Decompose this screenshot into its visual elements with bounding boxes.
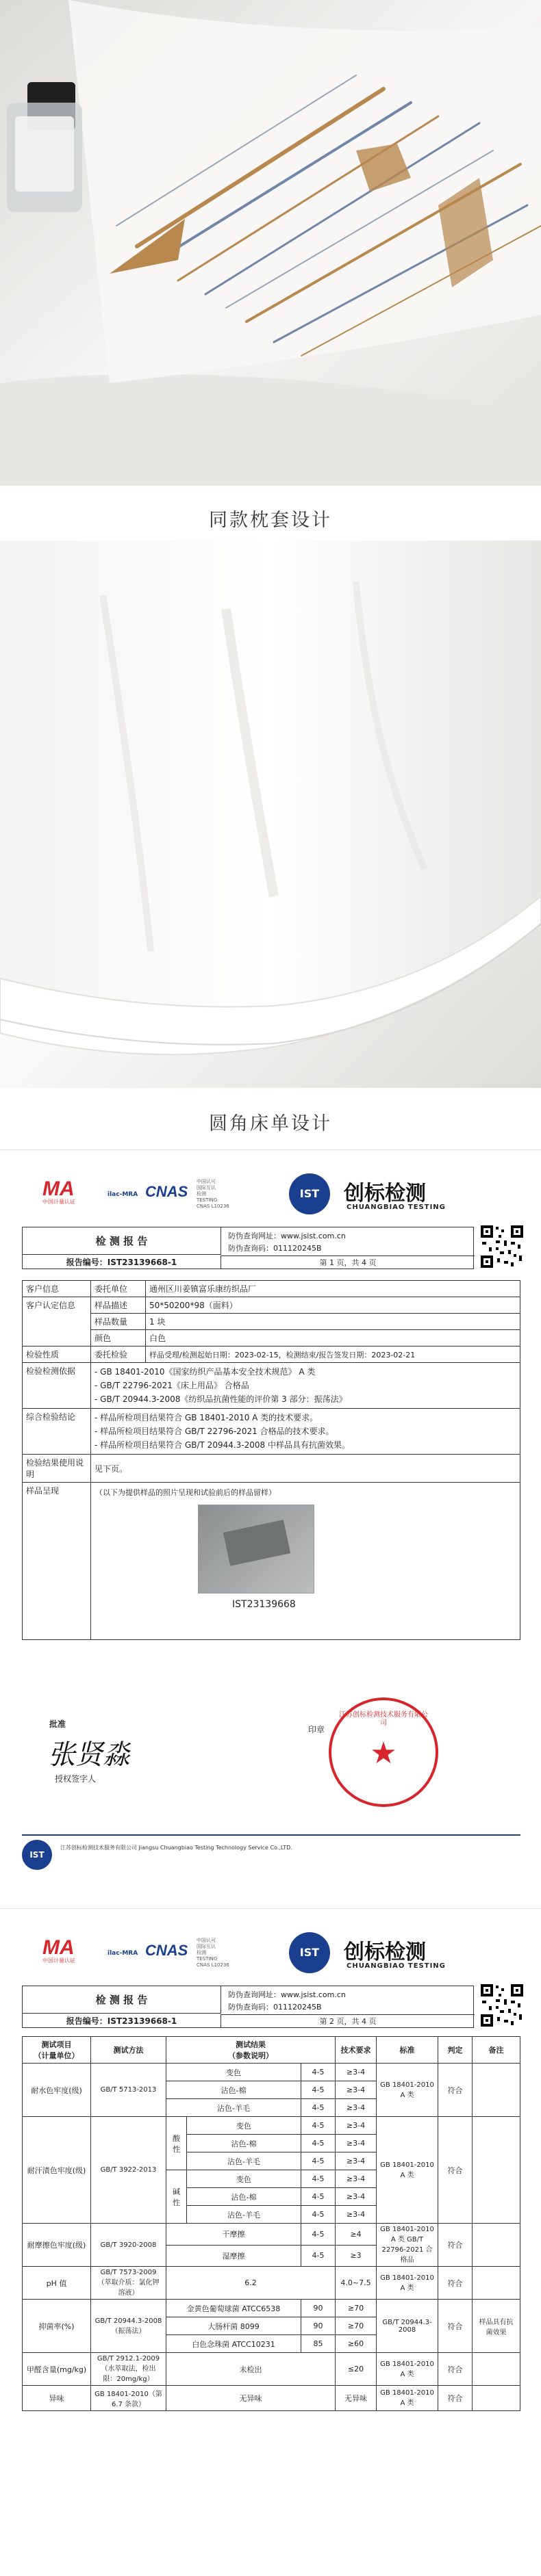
table-row (23, 2117, 520, 2135)
test-requirement: 无异味 (336, 2386, 377, 2411)
test-result: 4-5 (301, 2081, 336, 2099)
company-stamp: ★ 江苏创标检测技术服务有限公司 (329, 1697, 438, 1807)
cnas-logo: CNAS (145, 1183, 188, 1200)
test-verdict: 符合 (438, 2267, 473, 2300)
test-sub-item: 沾色-棉 (187, 2188, 301, 2206)
qr-code (479, 1224, 525, 1269)
qr-code (479, 1983, 525, 2028)
test-result: 4-5 (301, 2064, 336, 2081)
ist-logo: IST (289, 1173, 330, 1214)
test-method: GB 18401-2010（第 6.7 条款） (91, 2386, 166, 2411)
test-item: 耐汗渍色牢度(级) (23, 2117, 91, 2224)
stamp-label: 印章 (308, 1725, 325, 1734)
brand-name: 创标检测 (344, 1182, 426, 1206)
table-row: 样品数量 1 块 (23, 1314, 520, 1330)
test-verdict: 符合 (438, 2117, 473, 2224)
signature: 张贤淼 (48, 1739, 130, 1771)
test-sub-item: 金黄色葡萄球菌 ATCC6538 (166, 2300, 301, 2317)
test-item: 耐水色牢度(级) (23, 2064, 91, 2117)
table-row (23, 2300, 520, 2317)
test-method: GB/T 3920-2008 (91, 2224, 166, 2267)
test-verdict: 符合 (438, 2353, 473, 2386)
test-sub-item: 大肠杆菌 8099 (166, 2317, 301, 2335)
test-requirement: ≥70 (336, 2300, 377, 2317)
test-method: GB/T 7573-2009（萃取介质：氯化钾溶液） (91, 2267, 166, 2300)
test-standard: GB 18401-2010 A 类 (377, 2267, 438, 2300)
brand-name: 创标检测 (344, 1940, 426, 1964)
sheet-photo (0, 541, 541, 1088)
brand-en: CHUANGBIAO TESTING (347, 1962, 446, 1970)
table-row (23, 2267, 520, 2300)
brand-en: CHUANGBIAO TESTING (347, 1204, 446, 1211)
test-sub-item: 沾色-羊毛 (166, 2099, 301, 2117)
test-requirement: 4.0~7.5 (336, 2267, 377, 2300)
test-item: 耐摩擦色牢度(级) (23, 2224, 91, 2267)
test-method: GB/T 2912.1-2009（水萃取法，检出限：20mg/kg） (91, 2353, 166, 2386)
ilac-logo: ilac-MRA (108, 1950, 138, 1957)
pillow-photo (0, 0, 541, 486)
test-requirement: ≥3 (336, 2245, 377, 2267)
table-row: 客户认定信息 样品描述 50*50200*98（面料） (23, 1297, 520, 1314)
test-sub-item: 变色 (187, 2117, 301, 2135)
pillow-caption: 同款枕套设计 (209, 510, 332, 531)
report1-footer: IST 江苏创标检测技术服务有限公司 Jiangsu Chuangbiao Testing Technology Service Co.,LTD. (22, 1834, 520, 1873)
test-result: 4-5 (301, 2245, 336, 2267)
test-note (473, 2224, 520, 2267)
test-result: 4-5 (301, 2135, 336, 2152)
cnas-logo: CNAS (145, 1942, 188, 1959)
ilac-logo: ilac-MRA (108, 1191, 138, 1198)
test-requirement: ≥60 (336, 2335, 377, 2353)
test-result: 4-5 (301, 2224, 336, 2246)
test-requirement: ≥3-4 (336, 2099, 377, 2117)
test-standard: GB 18401-2010 A 类 (377, 2386, 438, 2411)
report2-header (22, 1929, 520, 1984)
test-method: GB/T 3922-2013 (91, 2117, 166, 2224)
ma-logo: MA 中国计量认证 (42, 1178, 75, 1205)
test-verdict: 符合 (438, 2386, 473, 2411)
test-item: 甲醛含量(mg/kg) (23, 2353, 91, 2386)
test-sub-item: 沾色-棉 (187, 2135, 301, 2152)
test-sub-item: 变色 (187, 2170, 301, 2188)
results-table (22, 2036, 520, 2411)
test-note: 样品具有抗菌效果 (473, 2300, 520, 2353)
test-result: 4-5 (301, 2152, 336, 2170)
ist-footer-logo: IST (22, 1840, 52, 1870)
table-row: 颜色 白色 (23, 1330, 520, 1346)
report-page-2 (0, 1916, 541, 2576)
test-requirement: ≥3-4 (336, 2135, 377, 2152)
test-requirement: ≥3-4 (336, 2188, 377, 2206)
table-row: 检验性质 委托检验 样品受理/检测起始日期：2023-02-15，检测结束/报告签发日期：2023-02-21 (23, 1346, 520, 1363)
star-icon: ★ (370, 1736, 397, 1771)
test-requirement: ≥4 (336, 2224, 377, 2246)
test-result: 4-5 (301, 2188, 336, 2206)
test-sub-item: 沾色-羊毛 (187, 2206, 301, 2224)
test-note (473, 2267, 520, 2300)
report1-title: 检 测 报 告 (23, 1227, 221, 1255)
ma-logo: MA 中国计量认证 (42, 1936, 75, 1964)
test-item: pH 值 (23, 2267, 91, 2300)
test-item: 抑菌率(%) (23, 2300, 91, 2353)
table-row (23, 2064, 520, 2081)
ist-logo: IST (289, 1932, 330, 1973)
test-result: 90 (301, 2317, 336, 2335)
sample-photo (198, 1505, 314, 1593)
test-standard: GB 18401-2010 A 类 (377, 2117, 438, 2224)
table-row: 样品呈现 （以下为提供样品的照片呈现和试验前后的样品留样） IST23139668 (23, 1483, 520, 1640)
report-page-1 (0, 1149, 541, 1909)
sheet-caption: 圆角床单设计 (209, 1113, 332, 1134)
table-row (23, 2224, 520, 2246)
test-standard: GB 18401-2010 A 类 GB/T 22796-2021 合格品 (377, 2224, 438, 2267)
test-method: GB/T 20944.3-2008（振荡法） (91, 2300, 166, 2353)
test-result: 90 (301, 2300, 336, 2317)
test-method: GB/T 5713-2013 (91, 2064, 166, 2117)
approve-label: 批准 (49, 1719, 66, 1729)
test-sub-item: 沾色-羊毛 (187, 2152, 301, 2170)
cnas-cert-text: 中国认可 国际互认 检测 TESTING CNAS L10236 (197, 1179, 229, 1209)
table-row: 检验检测依据 - GB 18401-2010《国家纺织产品基本安全技术规范》 A 类 - GB/T 22796-2021《床上用品》 合格品 - GB/T 20944.3-2008《纺织品抗菌性能的评价第 3 部分：振荡法》 (23, 1363, 520, 1409)
test-requirement: ≥3-4 (336, 2081, 377, 2099)
pillow-illustration (0, 0, 541, 486)
test-result: 4-5 (301, 2170, 336, 2188)
test-requirement: ≥3-4 (336, 2117, 377, 2135)
test-sub-item: 干摩擦 (166, 2224, 301, 2246)
test-sub-item: 沾色-棉 (166, 2081, 301, 2099)
test-verdict: 符合 (438, 2224, 473, 2267)
report1-title-bar: 检 测 报 告 防伪查询网址：www.jsist.com.cn 防伪查询码：011120245B 报告编号：IST23139668-1 第 1 页，共 4 页 (22, 1227, 474, 1269)
table-row (23, 2386, 520, 2411)
test-standard: GB 18401-2010 A 类 (377, 2064, 438, 2117)
test-result: 未检出 (166, 2353, 336, 2386)
test-result: 4-5 (301, 2206, 336, 2224)
test-standard: GB/T 20944.3-2008 (377, 2300, 438, 2353)
table-row: 检验结果使用说明 见下页。 (23, 1455, 520, 1483)
test-verdict: 符合 (438, 2300, 473, 2353)
test-requirement: ≥70 (336, 2317, 377, 2335)
test-note (473, 2386, 520, 2411)
test-result: 4-5 (301, 2117, 336, 2135)
test-result: 4-5 (301, 2099, 336, 2117)
test-result: 6.2 (166, 2267, 336, 2300)
test-result: 85 (301, 2335, 336, 2353)
test-sub-item: 湿摩擦 (166, 2245, 301, 2267)
test-sub-item: 白色念珠菌 ATCC10231 (166, 2335, 301, 2353)
test-result: 无异味 (166, 2386, 336, 2411)
report1-header (22, 1171, 520, 1225)
test-standard: GB 18401-2010 A 类 (377, 2353, 438, 2386)
test-requirement: ≥3-4 (336, 2152, 377, 2170)
cnas-cert-text: 中国认可 国际互认 检测 TESTING CNAS L10236 (197, 1938, 229, 1968)
test-item: 异味 (23, 2386, 91, 2411)
test-requirement: ≥3-4 (336, 2206, 377, 2224)
test-requirement: ≤20 (336, 2353, 377, 2386)
table-row: 综合检验结论 - 样品所检项目结果符合 GB 18401-2010 A 类的技术要求。 - 样品所检项目结果符合 GB/T 22796-2021 合格品的技术要求。 - 样品所检项目结果符合 GB/T 20944.3-2008 中样品具有抗菌效果。 (23, 1409, 520, 1455)
test-requirement: ≥3-4 (336, 2064, 377, 2081)
report2-title: 检 测 报 告 (23, 1986, 221, 2014)
test-group: 酸性 (166, 2117, 187, 2170)
test-note (473, 2353, 520, 2386)
table-row (23, 2353, 520, 2386)
test-note (473, 2064, 520, 2117)
sheet-illustration (0, 541, 541, 1088)
test-verdict: 符合 (438, 2064, 473, 2117)
test-note (473, 2117, 520, 2224)
table-row: 客户信息 委托单位 通州区川姜镇富乐康纺织品厂 (23, 1281, 520, 1297)
report1-info-table (22, 1280, 520, 1640)
test-group: 碱性 (166, 2170, 187, 2224)
test-requirement: ≥3-4 (336, 2170, 377, 2188)
signatory-label: 授权签字人 (55, 1774, 97, 1784)
test-sub-item: 变色 (166, 2064, 301, 2081)
table-header-row: 测试项目 （计量单位） 测试方法 测试结果 （参数说明） 技术要求 标准 判定 备注 (23, 2037, 520, 2064)
report2-title-bar: 检 测 报 告 防伪查询网址：www.jsist.com.cn 防伪查询码：011120245B 报告编号：IST23139668-1 第 2 页，共 4 页 (22, 1986, 474, 2028)
